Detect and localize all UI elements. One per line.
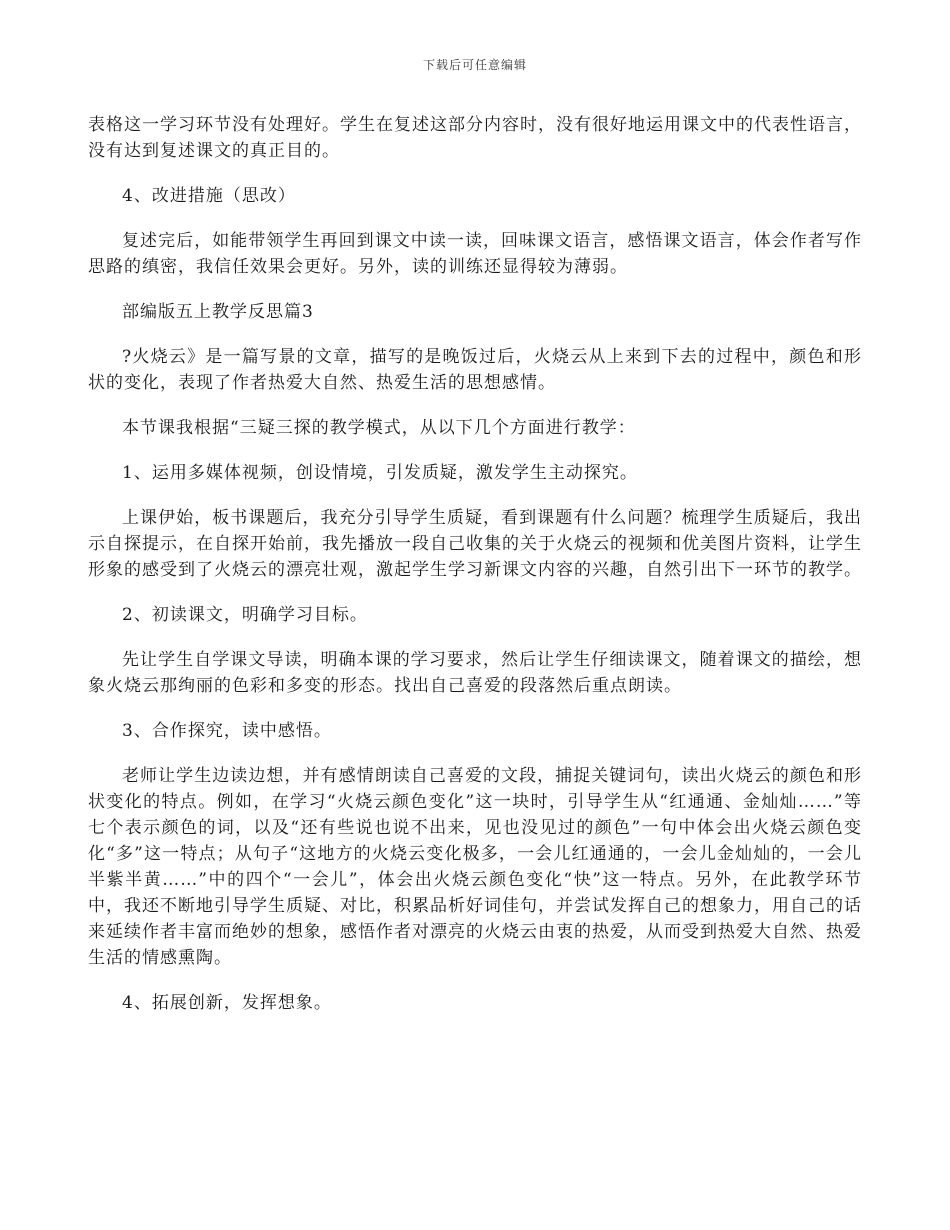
paragraph-teaching-mode: 本节课我根据“三疑三探的教学模式，从以下几个方面进行教学： [122,418,636,438]
heading-step-4: 4、拓展创新，发挥想象。 [122,993,332,1013]
heading-improvement-measures: 4、改进措施（思改） [122,186,296,206]
heading-step-3: 3、合作探究，读中感悟。 [122,721,332,741]
page-header: 下载后可任意编辑 [422,58,527,72]
paragraph-step-3: 老师让学生边读边想，并有感情朗读自己喜爱的文段，捕捉关键词句，读出火烧云的颜色和形状变化的特点。例如，在学习“火烧云颜色变化”这一块时，引导学生从“红通通、金灿灿……”等七个表示颜色的词，以及“还有些说也说不出来，见也没见过的颜色”一句中体会出火烧云颜色变化“多”这一特点；从句子“这地方的火烧云变化极多，一会儿红通通的，一会儿金灿灿的，一会儿半紫半黄……”中的四个“一会儿”，体会出火烧云颜色变化“快”这一特点。另外，在此教学环节中，我还不断地引导学生质疑、对比，积累品析好词佳句，并尝试发挥自己的想象力，用自己的话来延续作者丰富而绝妙的想象，感悟作者对漂亮的火烧云由衷的热爱，从而受到热爱大自然、热爱生活的情感熏陶。 [88,766,862,968]
paragraph-step-2: 先让学生自学课文导读，明确本课的学习要求，然后让学生仔细读课文，随着课文的描绘，想象火烧云那绚丽的色彩和多变的形态。找出自己喜爱的段落然后重点朗读。 [88,650,862,696]
section-title: 部编版五上教学反思篇3 [122,302,314,322]
heading-step-2: 2、初读课文，明确学习目标。 [122,605,368,625]
document-body [88,112,862,1035]
paragraph-step-1: 上课伊始，板书课题后，我充分引导学生质疑，看到课题有什么问题？梳理学生质疑后，我出示自探提示，在自探开始前，我先播放一段自己收集的关于火烧云的视频和优美图片资料，让学生形象的感受到了火烧云的漂亮壮观，激起学生学习新课文内容的兴趣，自然引出下一环节的教学。 [88,508,862,580]
paragraph-continuation: 表格这一学习环节没有处理好。学生在复述这部分内容时，没有很好地运用课文中的代表性语言，没有达到复述课文的真正目的。 [88,115,862,161]
paragraph-intro: ?火烧云》是一篇写景的文章，描写的是晚饭过后，火烧云从上来到下去的过程中，颜色和形状的变化，表现了作者热爱大自然、热爱生活的思想感情。 [88,347,862,393]
heading-step-1: 1、运用多媒体视频，创设情境，引发质疑，激发学生主动探究。 [122,463,638,483]
paragraph-improvement: 复述完后，如能带领学生再回到课文中读一读，回味课文语言，感悟课文语言，体会作者写作思路的缜密，我信任效果会更好。另外，读的训练还显得较为薄弱。 [88,231,862,277]
